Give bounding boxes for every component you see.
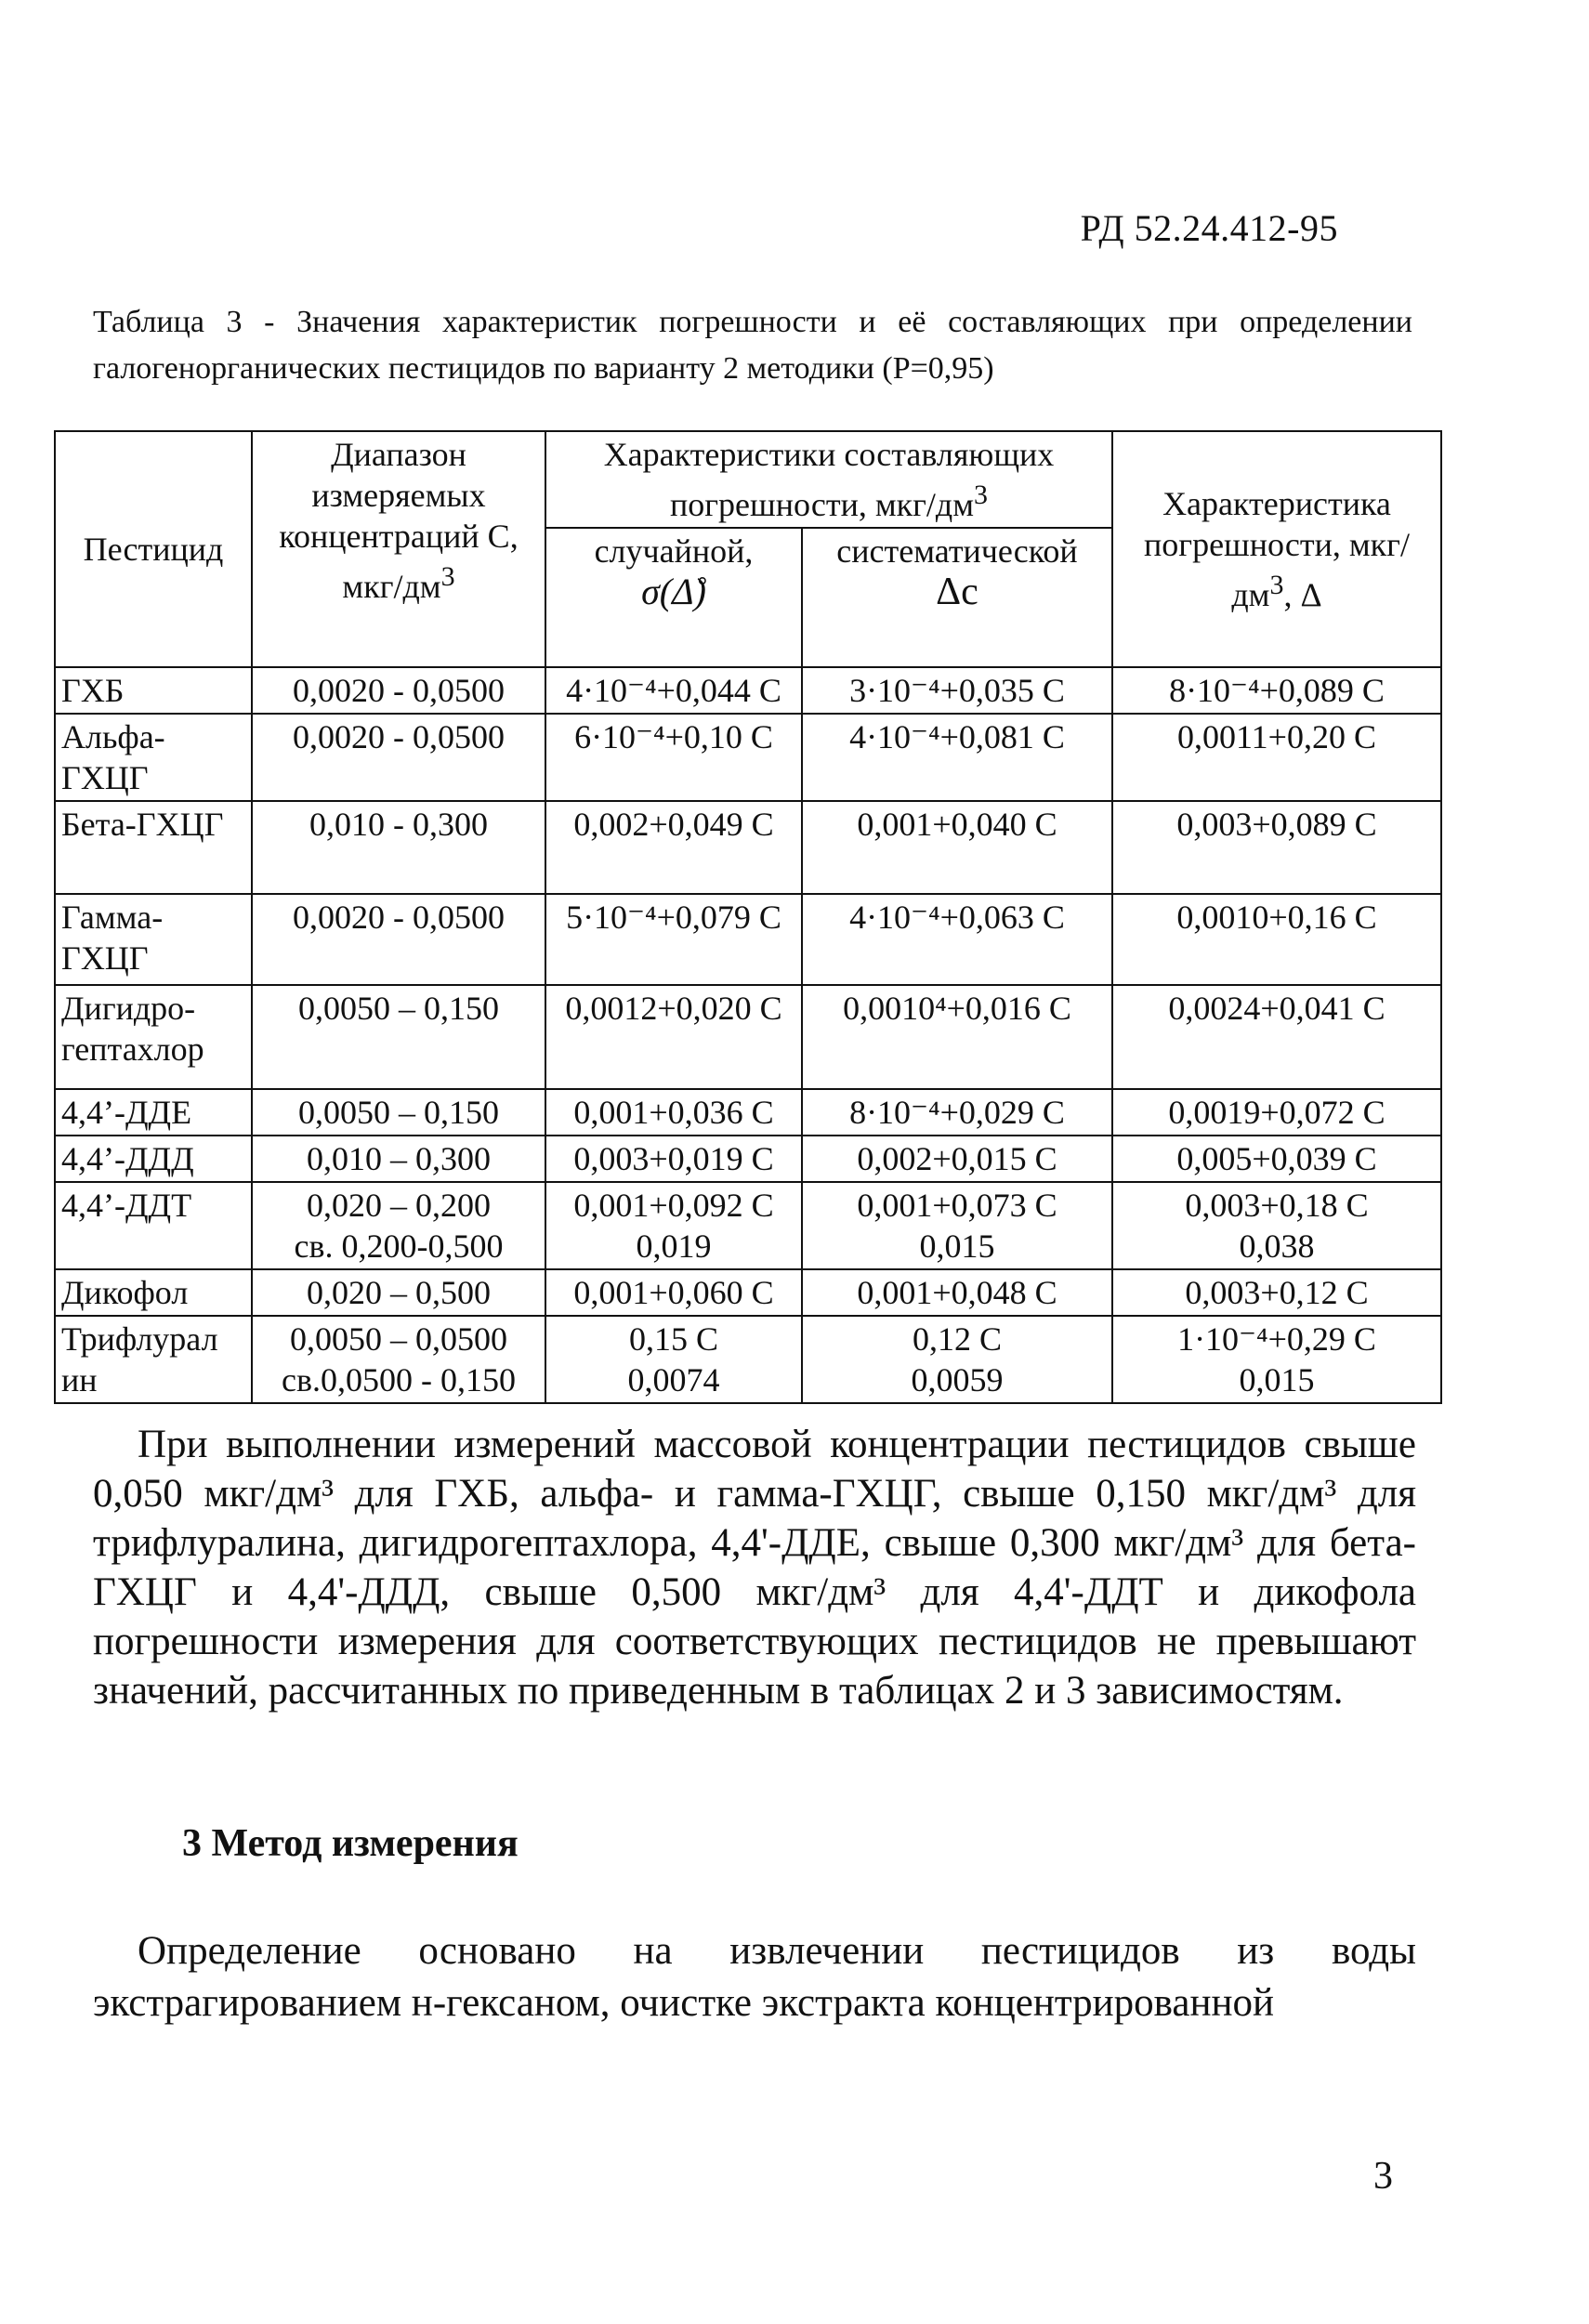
header-total: Характеристика погрешности, мкг/$дм^3$, Δ: [1112, 431, 1441, 667]
table-row: Альфа-ГХЦГ 0,0020 - 0,0500 6·10⁻⁴+0,10 С 4·10⁻⁴+0,081 С 0,0011+0,20 С: [55, 714, 1441, 801]
delta-c-symbol: Δc: [936, 571, 978, 613]
paragraph-method: Определение основано на извлечении пестицидов из воды экстрагированием н-гексаном, очистке экстракта концентрированной: [93, 1929, 1416, 2025]
table-row: Дикофол 0,020 – 0,500 0,001+0,060 С 0,001+0,048 С 0,003+0,12 С: [55, 1269, 1441, 1316]
page-number: 3: [1373, 2155, 1393, 2198]
document-code: РД 52.24.412-95: [1080, 207, 1338, 249]
header-components: Характеристики составляющих погрешности, мкг/$дм^3$: [545, 431, 1112, 528]
sigma-delta-symbol: σ(Δ̊): [641, 571, 706, 612]
table-row: Гамма-ГХЦГ 0,0020 - 0,0500 5·10⁻⁴+0,079 С 4·10⁻⁴+0,063 С 0,0010+0,16 С: [55, 894, 1441, 985]
header-range: Диапазон измеряемых концентраций С, мкг/$дм^3$: [252, 431, 545, 667]
header-systematic: систематической Δc: [802, 528, 1112, 667]
table-row: Дигидро-гептахлор 0,0050 – 0,150 0,0012+0,020 С 0,0010⁴+0,016 С 0,0024+0,041 С: [55, 985, 1441, 1089]
pesticide-error-table: [54, 430, 1442, 1404]
header-pesticide: Пестицид: [55, 431, 252, 667]
table-row: 4,4’-ДДТ 0,020 – 0,200 св. 0,200-0,500 0,001+0,092 С 0,019 0,001+0,073 С 0,015 0,003+0,18 С 0,038: [55, 1182, 1441, 1269]
table-row: 4,4’-ДДД 0,010 – 0,300 0,003+0,019 С 0,002+0,015 С 0,005+0,039 С: [55, 1136, 1441, 1182]
paragraph-error-note: При выполнении измерений массовой концентрации пестицидов свыше 0,050 мкг/дм³ для ГХБ, альфа- и гамма-ГХЦГ, свыше 0,150 мкг/дм³ для трифлуралина, дигидрогептахлора, 4,4'-ДДЕ, свыше 0,300 мкг/дм³ для бета-ГХЦГ и 4,4'-ДДД, свыше 0,500 мкг/дм³ для 4,4'-ДДТ и дикофола погрешности измерения для соответствующих пестицидов не превышают значений, рассчитанных по приведенным в таблицах 2 и 3 зависимостям.: [93, 1423, 1416, 1713]
table-row: Бета-ГХЦГ 0,010 - 0,300 0,002+0,049 С 0,001+0,040 С 0,003+0,089 С: [55, 801, 1441, 894]
section-heading: 3 Метод измерения: [182, 1822, 519, 1865]
table-row: ГХБ 0,0020 - 0,0500 4·10⁻⁴+0,044 С 3·10⁻⁴+0,035 С 8·10⁻⁴+0,089 С: [55, 667, 1441, 714]
header-random: случайной, σ(Δ̊): [545, 528, 802, 667]
table-row: 4,4’-ДДЕ 0,0050 – 0,150 0,001+0,036 С 8·10⁻⁴+0,029 С 0,0019+0,072 С: [55, 1089, 1441, 1136]
table-row: Трифлурал ин 0,0050 – 0,0500 св.0,0500 - 0,150 0,15 С 0,0074 0,12 С 0,0059 1·10⁻⁴+0,29 С 0,015: [55, 1316, 1441, 1403]
table-caption: Таблица 3 - Значения характеристик погрешности и её составляющих при определении галогенорганических пестицидов по варианту 2 методики (Р=0,95): [93, 305, 1412, 386]
